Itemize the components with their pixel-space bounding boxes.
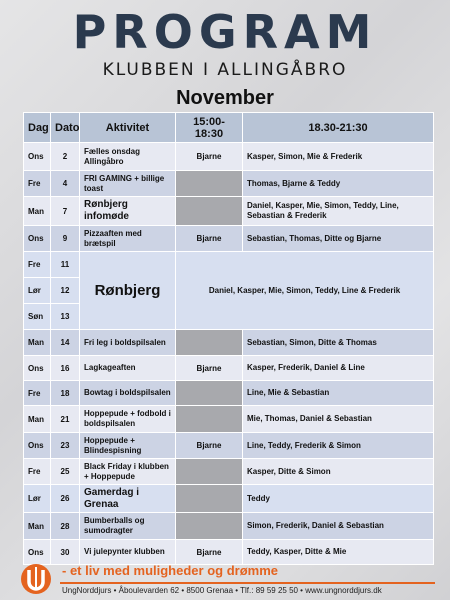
weekend-activity: Rønbjerg <box>80 252 176 330</box>
cell-day: Lør <box>24 485 51 513</box>
cell-date: 25 <box>51 459 80 485</box>
cell-date: 11 <box>51 252 80 278</box>
cell-late-shift: Kasper, Simon, Mie & Frederik <box>243 143 434 171</box>
ungnorddjurs-logo-icon <box>20 563 52 595</box>
cell-date: 16 <box>51 356 80 381</box>
header-activity: Aktivitet <box>80 113 176 143</box>
footer-contact: UngNorddjurs • Åboulevarden 62 • 8500 Grenaa • Tlf.: 89 59 25 50 • www.ungnorddjurs.dk <box>62 586 382 595</box>
cell-date: 13 <box>51 304 80 330</box>
cell-late-shift: Simon, Frederik, Daniel & Sebastian <box>243 513 434 540</box>
cell-late-shift: Line, Teddy, Frederik & Simon <box>243 433 434 459</box>
cell-date: 28 <box>51 513 80 540</box>
cell-day: Ons <box>24 143 51 171</box>
cell-early-shift-empty <box>176 485 243 513</box>
cell-day: Man <box>24 197 51 226</box>
cell-activity: Hoppepude + Blindespisning <box>80 433 176 459</box>
cell-late-shift: Kasper, Frederik, Daniel & Line <box>243 356 434 381</box>
cell-late-shift: Teddy <box>243 485 434 513</box>
cell-day: Ons <box>24 433 51 459</box>
cell-late-shift: Mie, Thomas, Daniel & Sebastian <box>243 406 434 433</box>
cell-day: Fre <box>24 381 51 406</box>
cell-date: 7 <box>51 197 80 226</box>
cell-activity: Fri leg i boldspilsalen <box>80 330 176 356</box>
weekend-staff: Daniel, Kasper, Mie, Simon, Teddy, Line & Frederik <box>176 252 434 330</box>
cell-date: 2 <box>51 143 80 171</box>
cell-day: Fre <box>24 459 51 485</box>
header-date: Dato <box>51 113 80 143</box>
cell-activity: FRI GAMING + billige toast <box>80 171 176 197</box>
cell-activity: Pizzaaften med brætspil <box>80 226 176 252</box>
cell-day: Man <box>24 330 51 356</box>
page-title: PROGRAM <box>72 5 378 59</box>
cell-late-shift: Daniel, Kasper, Mie, Simon, Teddy, Line, Sebastian & Frederik <box>243 197 434 226</box>
cell-early-shift: Bjarne <box>176 356 243 381</box>
cell-late-shift: Sebastian, Simon, Ditte & Thomas <box>243 330 434 356</box>
cell-date: 30 <box>51 540 80 565</box>
cell-late-shift: Teddy, Kasper, Ditte & Mie <box>243 540 434 565</box>
cell-early-shift-empty <box>176 381 243 406</box>
table-row <box>24 252 434 278</box>
cell-activity: Fælles onsdag Allingåbro <box>80 143 176 171</box>
header-day: Dag <box>24 113 51 143</box>
table-row <box>24 513 434 540</box>
cell-early-shift-empty <box>176 513 243 540</box>
table-row <box>24 381 434 406</box>
cell-day: Man <box>24 513 51 540</box>
cell-early-shift: Bjarne <box>176 433 243 459</box>
table-row <box>24 226 434 252</box>
cell-day: Ons <box>24 540 51 565</box>
month-heading: November <box>176 87 274 109</box>
cell-day: Fre <box>24 252 51 278</box>
cell-activity: Bumberballs og sumodragter <box>80 513 176 540</box>
cell-late-shift: Thomas, Bjarne & Teddy <box>243 171 434 197</box>
cell-activity: Lagkageaften <box>80 356 176 381</box>
header-late-shift: 18.30-21:30 <box>243 113 434 143</box>
cell-day: Lør <box>24 278 51 304</box>
cell-early-shift-empty <box>176 406 243 433</box>
table-row <box>24 330 434 356</box>
cell-activity: Bowtag i boldspilsalen <box>80 381 176 406</box>
table-row <box>24 433 434 459</box>
cell-early-shift: Bjarne <box>176 540 243 565</box>
table-row <box>24 171 434 197</box>
cell-early-shift-empty <box>176 197 243 226</box>
footer-divider <box>60 582 435 584</box>
cell-early-shift: Bjarne <box>176 226 243 252</box>
cell-early-shift: Bjarne <box>176 143 243 171</box>
cell-early-shift-empty <box>176 459 243 485</box>
table-row <box>24 459 434 485</box>
cell-day: Søn <box>24 304 51 330</box>
cell-early-shift-empty <box>176 330 243 356</box>
cell-date: 26 <box>51 485 80 513</box>
cell-date: 12 <box>51 278 80 304</box>
cell-date: 9 <box>51 226 80 252</box>
page-subtitle: KLUBBEN I ALLINGÅBRO <box>102 60 348 80</box>
cell-activity: Gamerdag i Grenaa <box>80 485 176 513</box>
program-table <box>23 112 434 565</box>
table-row <box>24 143 434 171</box>
cell-day: Ons <box>24 226 51 252</box>
cell-activity: Rønbjerg infomøde <box>80 197 176 226</box>
footer-slogan: - et liv med muligheder og drømme <box>62 563 278 578</box>
table-header-row <box>24 113 434 143</box>
cell-date: 14 <box>51 330 80 356</box>
table-row <box>24 197 434 226</box>
cell-day: Ons <box>24 356 51 381</box>
header <box>0 0 450 112</box>
cell-day: Man <box>24 406 51 433</box>
cell-late-shift: Sebastian, Thomas, Ditte og Bjarne <box>243 226 434 252</box>
cell-activity: Hoppepude + fodbold i boldspilsalen <box>80 406 176 433</box>
cell-early-shift-empty <box>176 171 243 197</box>
cell-late-shift: Line, Mie & Sebastian <box>243 381 434 406</box>
cell-date: 4 <box>51 171 80 197</box>
cell-day: Fre <box>24 171 51 197</box>
cell-date: 21 <box>51 406 80 433</box>
header-early-shift: 15:00-18:30 <box>176 113 243 143</box>
cell-activity: Vi julepynter klubben <box>80 540 176 565</box>
cell-date: 18 <box>51 381 80 406</box>
table-row <box>24 356 434 381</box>
table-row <box>24 406 434 433</box>
cell-activity: Black Friday i klubben + Hoppepude <box>80 459 176 485</box>
cell-date: 23 <box>51 433 80 459</box>
cell-late-shift: Kasper, Ditte & Simon <box>243 459 434 485</box>
table-row <box>24 485 434 513</box>
